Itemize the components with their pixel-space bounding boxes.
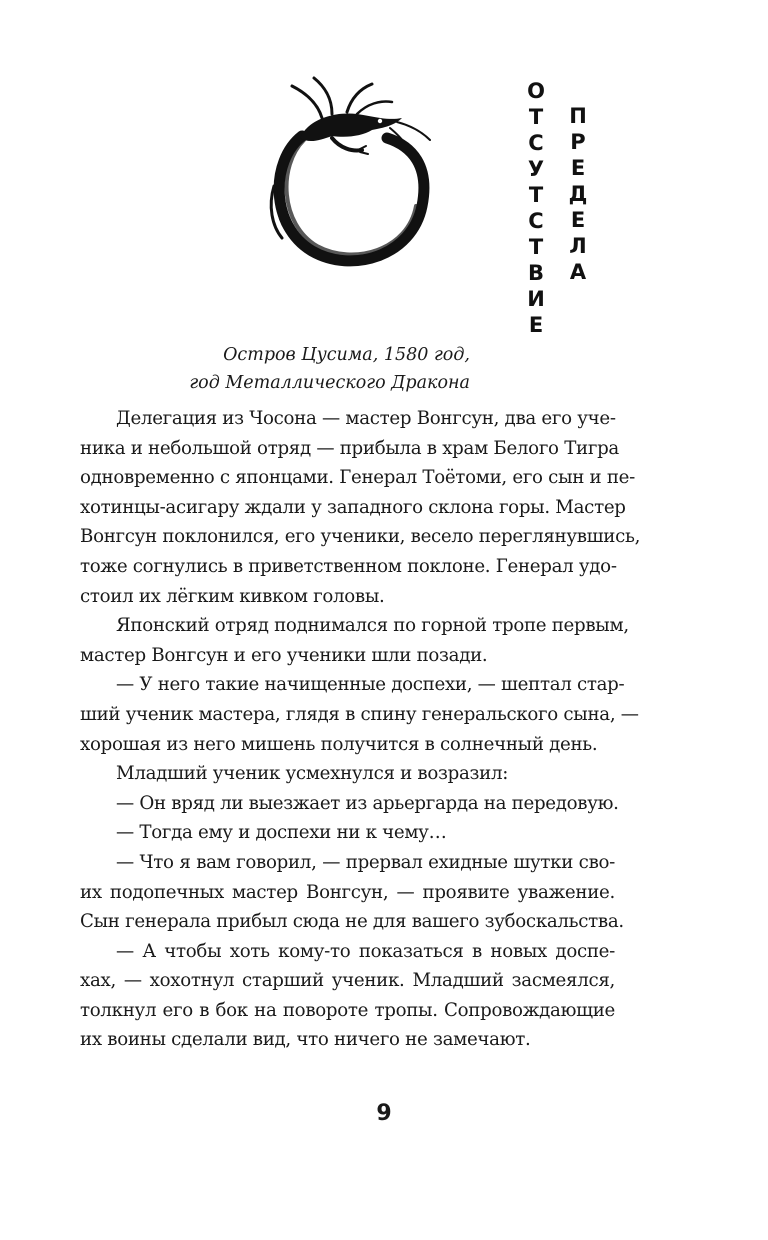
title-letter: Е bbox=[570, 208, 586, 232]
text-line: — Тогда ему и доспехи ни к чему… bbox=[116, 822, 447, 844]
book-title-word-1 bbox=[524, 78, 548, 338]
text-line: — У него такие начищенные доспехи, — шептал стар- bbox=[116, 674, 625, 696]
title-letter: И bbox=[527, 287, 545, 311]
dragon-ouroboros-icon bbox=[262, 66, 432, 276]
page-number: 9 bbox=[376, 1101, 392, 1126]
text-line: толкнул его в бок на повороте тропы. Сопровождающие bbox=[80, 999, 615, 1021]
title-letter: Р bbox=[570, 130, 586, 154]
title-letter: Л bbox=[569, 234, 587, 258]
title-letter: Е bbox=[570, 156, 586, 180]
title-letter: П bbox=[569, 104, 587, 128]
title-letter: У bbox=[527, 157, 545, 181]
dateline-era: год Металлического Дракона bbox=[189, 373, 470, 393]
dateline-place-year: Остров Цусима, 1580 год, bbox=[223, 345, 470, 365]
text-line: их подопечных мастер Вонгсун, — проявите уважение. bbox=[80, 881, 615, 903]
text-line: хах, — хохотнул старший ученик. Младший засмеялся, bbox=[80, 970, 615, 992]
text-line: — А чтобы хоть кому-то показаться в новых доспе- bbox=[116, 940, 615, 962]
body-text bbox=[80, 404, 641, 1055]
text-line: Вонгсун поклонился, его ученики, весело переглянувшись, bbox=[80, 526, 641, 548]
title-letter: Т bbox=[528, 235, 544, 259]
book-title-word-2 bbox=[566, 103, 590, 285]
title-letter: С bbox=[528, 209, 544, 233]
text-line: ника и небольшой отряд — прибыла в храм Белого Тигра bbox=[80, 437, 619, 459]
title-letter: О bbox=[527, 79, 545, 103]
text-line: одновременно с японцами. Генерал Тоётоми, его сын и пе- bbox=[80, 467, 635, 489]
title-letter: Т bbox=[528, 105, 544, 129]
text-line: — Он вряд ли выезжает из арьергарда на передовую. bbox=[116, 792, 619, 814]
text-line: стоил их лёгким кивком головы. bbox=[80, 585, 385, 607]
title-letter: Д bbox=[568, 182, 588, 206]
title-letter: С bbox=[528, 131, 544, 155]
text-line: Младший ученик усмехнулся и возразил: bbox=[116, 763, 509, 785]
text-line: хорошая из него мишень получится в солнечный день. bbox=[80, 733, 598, 755]
chapter-dateline bbox=[80, 341, 470, 397]
title-letter: В bbox=[527, 261, 544, 285]
text-line: хотинцы-асигару ждали у западного склона горы. Мастер bbox=[80, 496, 626, 518]
title-letter: Т bbox=[528, 183, 544, 207]
title-letter: А bbox=[569, 260, 587, 284]
title-letter: Е bbox=[528, 313, 544, 337]
text-line: Японский отряд поднимался по горной тропе первым, bbox=[116, 615, 629, 637]
text-line: ший ученик мастера, глядя в спину генеральского сына, — bbox=[80, 703, 639, 725]
text-line: тоже согнулись в приветственном поклоне. Генерал удо- bbox=[80, 555, 617, 577]
text-line: Делегация из Чосона — мастер Вонгсун, два его уче- bbox=[116, 408, 616, 429]
text-line: Сын генерала прибыл сюда не для вашего зубоскальства. bbox=[80, 911, 624, 933]
text-line: их воины сделали вид, что ничего не замечают. bbox=[80, 1029, 531, 1051]
text-line: — Что я вам говорил, — прервал ехидные шутки сво- bbox=[116, 851, 615, 873]
text-line: мастер Вонгсун и его ученики шли позади. bbox=[80, 644, 488, 666]
